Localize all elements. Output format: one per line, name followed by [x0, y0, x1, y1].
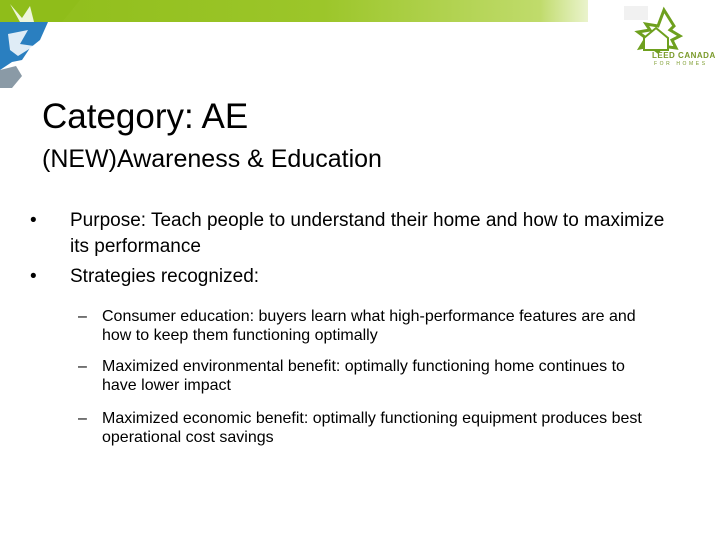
bullet-text: Purpose: Teach people to understand their home and how to maximize its performance — [70, 210, 665, 257]
sub-bullet-mark: – — [78, 358, 87, 375]
sub-bullet-mark: – — [78, 410, 87, 427]
sub-bullet-text: Consumer education: buyers learn what high-performance features are and how to keep them functioning optimally — [102, 308, 636, 344]
sub-bullet-text: Maximized economic benefit: optimally functioning equipment produces best operational cost savings — [102, 410, 642, 446]
maple-leaf-house-icon — [602, 6, 714, 82]
slide-subtitle: (NEW)Awareness & Education — [42, 145, 382, 173]
maple-leaf-icon — [0, 0, 80, 88]
sub-bullet-text: Maximized environmental benefit: optimally functioning home continues to have lower impact — [102, 358, 625, 394]
header-bar-fade — [540, 0, 610, 22]
slide-title: Category: AE — [42, 97, 249, 136]
sub-bullet-mark: – — [78, 308, 87, 325]
bullet-mark: • — [30, 210, 37, 231]
bullet-text: Strategies recognized: — [70, 266, 260, 287]
logo-subtext: FOR HOMES — [654, 61, 708, 67]
header-bar — [0, 0, 588, 22]
bullet-mark: • — [30, 266, 37, 287]
logo-text: LEED CANADA — [652, 51, 716, 60]
